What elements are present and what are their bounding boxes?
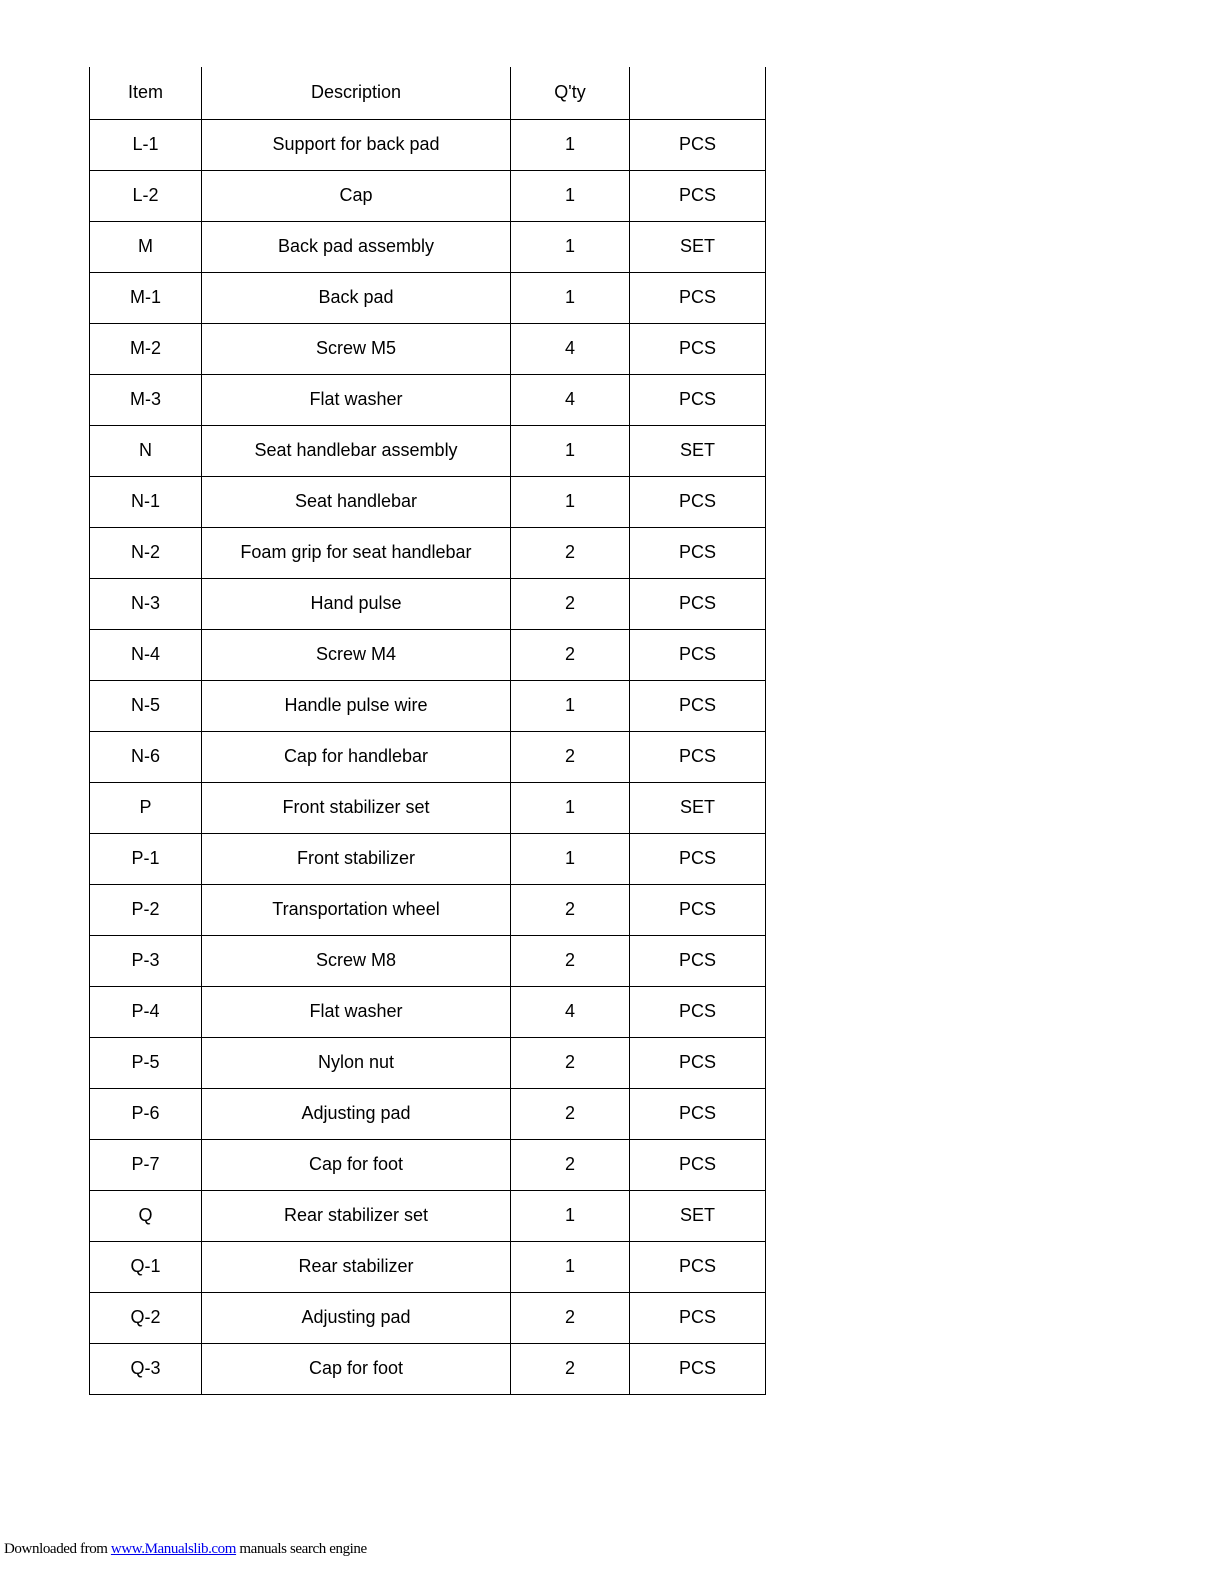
header-quantity: Q'ty <box>511 67 630 119</box>
description-cell: Flat washer <box>202 374 511 425</box>
table-header-row <box>90 67 766 119</box>
table-row <box>90 1190 766 1241</box>
item-cell: P-2 <box>90 884 202 935</box>
quantity-cell: 1 <box>511 170 630 221</box>
description-cell: Hand pulse <box>202 578 511 629</box>
quantity-cell: 2 <box>511 1343 630 1394</box>
table-row <box>90 731 766 782</box>
download-footer <box>4 1541 367 1558</box>
parts-table-body <box>90 119 766 1394</box>
unit-cell: PCS <box>630 476 766 527</box>
unit-cell: SET <box>630 425 766 476</box>
unit-cell: PCS <box>630 170 766 221</box>
unit-cell: PCS <box>630 323 766 374</box>
item-cell: Q-2 <box>90 1292 202 1343</box>
item-cell: M-2 <box>90 323 202 374</box>
table-row <box>90 680 766 731</box>
description-cell: Rear stabilizer set <box>202 1190 511 1241</box>
unit-cell: PCS <box>630 374 766 425</box>
table-row <box>90 476 766 527</box>
table-row <box>90 782 766 833</box>
unit-cell: PCS <box>630 833 766 884</box>
table-row <box>90 272 766 323</box>
item-cell: M-1 <box>90 272 202 323</box>
table-row <box>90 170 766 221</box>
manualslib-link[interactable]: www.Manualslib.com <box>110 1541 237 1557</box>
table-row <box>90 1343 766 1394</box>
unit-cell: SET <box>630 782 766 833</box>
table-row <box>90 527 766 578</box>
item-cell: P-5 <box>90 1037 202 1088</box>
quantity-cell: 1 <box>511 680 630 731</box>
unit-cell: PCS <box>630 986 766 1037</box>
table-row <box>90 323 766 374</box>
description-cell: Screw M5 <box>202 323 511 374</box>
table-row <box>90 221 766 272</box>
quantity-cell: 1 <box>511 833 630 884</box>
item-cell: Q-3 <box>90 1343 202 1394</box>
item-cell: Q <box>90 1190 202 1241</box>
table-row <box>90 1241 766 1292</box>
unit-cell: SET <box>630 1190 766 1241</box>
unit-cell: PCS <box>630 1343 766 1394</box>
description-cell: Support for back pad <box>202 119 511 170</box>
description-cell: Front stabilizer set <box>202 782 511 833</box>
quantity-cell: 2 <box>511 578 630 629</box>
item-cell: N-3 <box>90 578 202 629</box>
unit-cell: PCS <box>630 119 766 170</box>
unit-cell: PCS <box>630 629 766 680</box>
item-cell: M-3 <box>90 374 202 425</box>
item-cell: L-2 <box>90 170 202 221</box>
header-item: Item <box>90 67 202 119</box>
description-cell: Handle pulse wire <box>202 680 511 731</box>
quantity-cell: 2 <box>511 1088 630 1139</box>
description-cell: Foam grip for seat handlebar <box>202 527 511 578</box>
description-cell: Seat handlebar <box>202 476 511 527</box>
table-row <box>90 884 766 935</box>
item-cell: N-1 <box>90 476 202 527</box>
item-cell: P-3 <box>90 935 202 986</box>
description-cell: Adjusting pad <box>202 1292 511 1343</box>
table-row <box>90 425 766 476</box>
table-row <box>90 1037 766 1088</box>
quantity-cell: 1 <box>511 221 630 272</box>
table-row <box>90 374 766 425</box>
description-cell: Cap for foot <box>202 1139 511 1190</box>
item-cell: N <box>90 425 202 476</box>
parts-list-table <box>89 67 766 1395</box>
item-cell: P-6 <box>90 1088 202 1139</box>
table-row <box>90 629 766 680</box>
unit-cell: PCS <box>630 527 766 578</box>
description-cell: Transportation wheel <box>202 884 511 935</box>
quantity-cell: 1 <box>511 782 630 833</box>
item-cell: N-6 <box>90 731 202 782</box>
description-cell: Nylon nut <box>202 1037 511 1088</box>
quantity-cell: 1 <box>511 425 630 476</box>
header-unit <box>630 67 766 119</box>
unit-cell: PCS <box>630 1037 766 1088</box>
description-cell: Adjusting pad <box>202 1088 511 1139</box>
table-row <box>90 1139 766 1190</box>
quantity-cell: 2 <box>511 1139 630 1190</box>
quantity-cell: 2 <box>511 731 630 782</box>
unit-cell: PCS <box>630 578 766 629</box>
table-row <box>90 1088 766 1139</box>
unit-cell: PCS <box>630 1292 766 1343</box>
description-cell: Cap for handlebar <box>202 731 511 782</box>
description-cell: Cap for foot <box>202 1343 511 1394</box>
description-cell: Seat handlebar assembly <box>202 425 511 476</box>
item-cell: N-2 <box>90 527 202 578</box>
footer-prefix: Downloaded from <box>4 1541 111 1557</box>
quantity-cell: 2 <box>511 629 630 680</box>
quantity-cell: 1 <box>511 1241 630 1292</box>
quantity-cell: 4 <box>511 986 630 1037</box>
quantity-cell: 1 <box>511 119 630 170</box>
quantity-cell: 2 <box>511 884 630 935</box>
item-cell: N-5 <box>90 680 202 731</box>
item-cell: M <box>90 221 202 272</box>
item-cell: N-4 <box>90 629 202 680</box>
quantity-cell: 2 <box>511 1292 630 1343</box>
item-cell: P-7 <box>90 1139 202 1190</box>
description-cell: Cap <box>202 170 511 221</box>
description-cell: Screw M4 <box>202 629 511 680</box>
description-cell: Screw M8 <box>202 935 511 986</box>
table-row <box>90 119 766 170</box>
unit-cell: PCS <box>630 935 766 986</box>
table-row <box>90 986 766 1037</box>
unit-cell: PCS <box>630 1241 766 1292</box>
unit-cell: PCS <box>630 1088 766 1139</box>
footer-suffix: manuals search engine <box>236 1541 367 1557</box>
unit-cell: PCS <box>630 731 766 782</box>
quantity-cell: 2 <box>511 935 630 986</box>
quantity-cell: 2 <box>511 527 630 578</box>
item-cell: P <box>90 782 202 833</box>
quantity-cell: 1 <box>511 1190 630 1241</box>
quantity-cell: 4 <box>511 323 630 374</box>
table-row <box>90 935 766 986</box>
unit-cell: PCS <box>630 1139 766 1190</box>
unit-cell: PCS <box>630 884 766 935</box>
description-cell: Flat washer <box>202 986 511 1037</box>
description-cell: Back pad <box>202 272 511 323</box>
table-row <box>90 833 766 884</box>
item-cell: Q-1 <box>90 1241 202 1292</box>
table-row <box>90 578 766 629</box>
quantity-cell: 2 <box>511 1037 630 1088</box>
quantity-cell: 4 <box>511 374 630 425</box>
description-cell: Rear stabilizer <box>202 1241 511 1292</box>
description-cell: Front stabilizer <box>202 833 511 884</box>
description-cell: Back pad assembly <box>202 221 511 272</box>
quantity-cell: 1 <box>511 272 630 323</box>
header-description: Description <box>202 67 511 119</box>
item-cell: L-1 <box>90 119 202 170</box>
unit-cell: SET <box>630 221 766 272</box>
unit-cell: PCS <box>630 272 766 323</box>
item-cell: P-4 <box>90 986 202 1037</box>
item-cell: P-1 <box>90 833 202 884</box>
unit-cell: PCS <box>630 680 766 731</box>
quantity-cell: 1 <box>511 476 630 527</box>
table-row <box>90 1292 766 1343</box>
